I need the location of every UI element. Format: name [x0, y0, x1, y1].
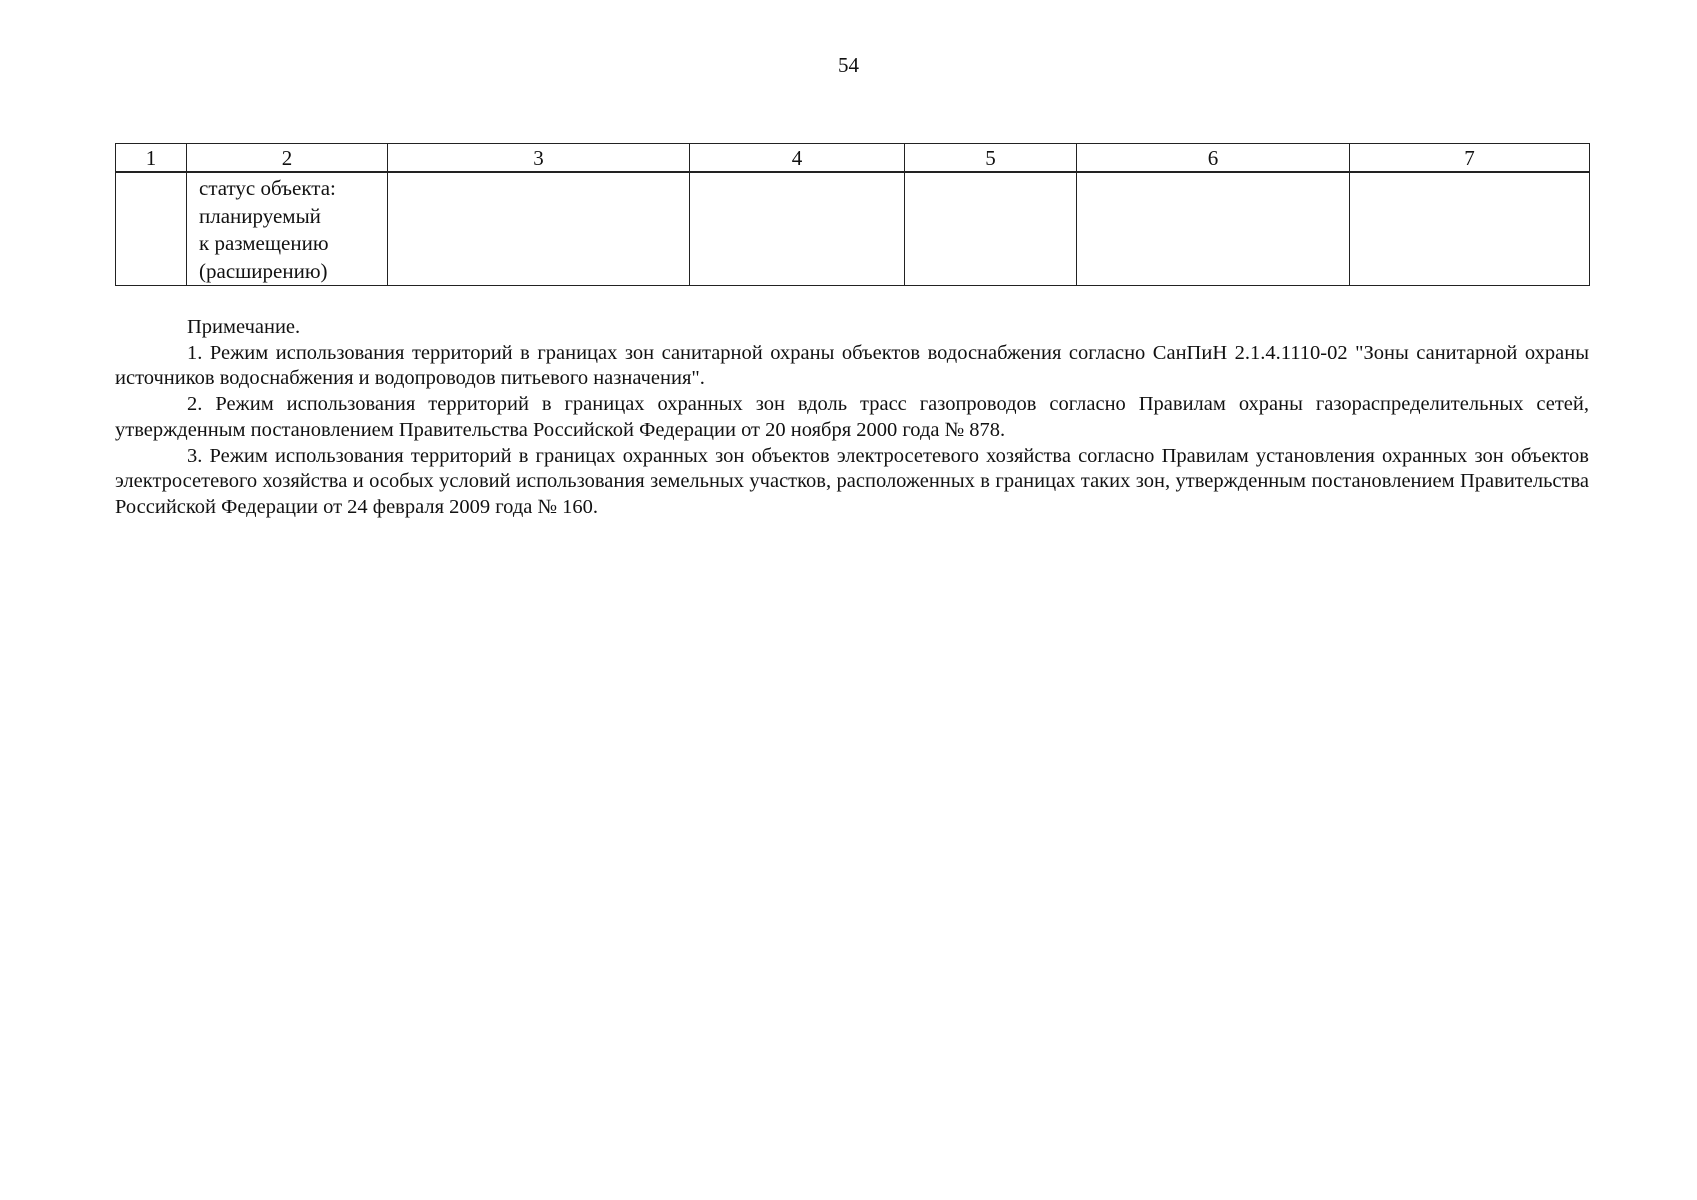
column-header-2: 2: [187, 144, 388, 173]
column-header-7: 7: [1350, 144, 1590, 173]
notes-section: [115, 315, 1589, 521]
note-item-3: 3. Режим использования территорий в границах охранных зон объектов электросетевого хозяйства согласно Правилам установления охранных зон объектов электросетевого хозяйства и особых условий использования земельных участков, расположенных в границах таких зон, утвержденным постановлением Правительства Российской Федерации от 24 февраля 2009 года № 160.: [115, 444, 1589, 518]
table-cell: [1077, 172, 1350, 286]
column-header-4: 4: [690, 144, 905, 173]
table-cell-status: [187, 172, 388, 286]
note-item-1: 1. Режим использования территорий в границах зон санитарной охраны объектов водоснабжения согласно СанПиН 2.1.4.1110-02 "Зоны санитарной охраны источников водоснабжения и водопроводов питьевого назначения".: [115, 341, 1589, 390]
column-header-3: 3: [388, 144, 690, 173]
table-row: [116, 172, 1590, 286]
page-number: 54: [838, 53, 859, 77]
column-header-6: 6: [1077, 144, 1350, 173]
table-cell: [116, 172, 187, 286]
object-status-text: статус объекта: планируемый к размещению (расширению): [199, 176, 336, 283]
table-cell: [388, 172, 690, 286]
table-cell: [905, 172, 1077, 286]
notes-title: Примечание.: [187, 316, 301, 338]
note-item-2: 2. Режим использования территорий в границах охранных зон вдоль трасс газопроводов согласно Правилам охраны газораспределительных сетей, утвержденным постановлением Правительства Российской Федерации от 20 ноября 2000 года № 878.: [115, 393, 1589, 441]
column-header-5: 5: [905, 144, 1077, 173]
table-cell: [690, 172, 905, 286]
data-table: [115, 143, 1590, 286]
table-cell: [1350, 172, 1590, 286]
table-header-row: [116, 144, 1590, 173]
column-header-1: 1: [116, 144, 187, 173]
